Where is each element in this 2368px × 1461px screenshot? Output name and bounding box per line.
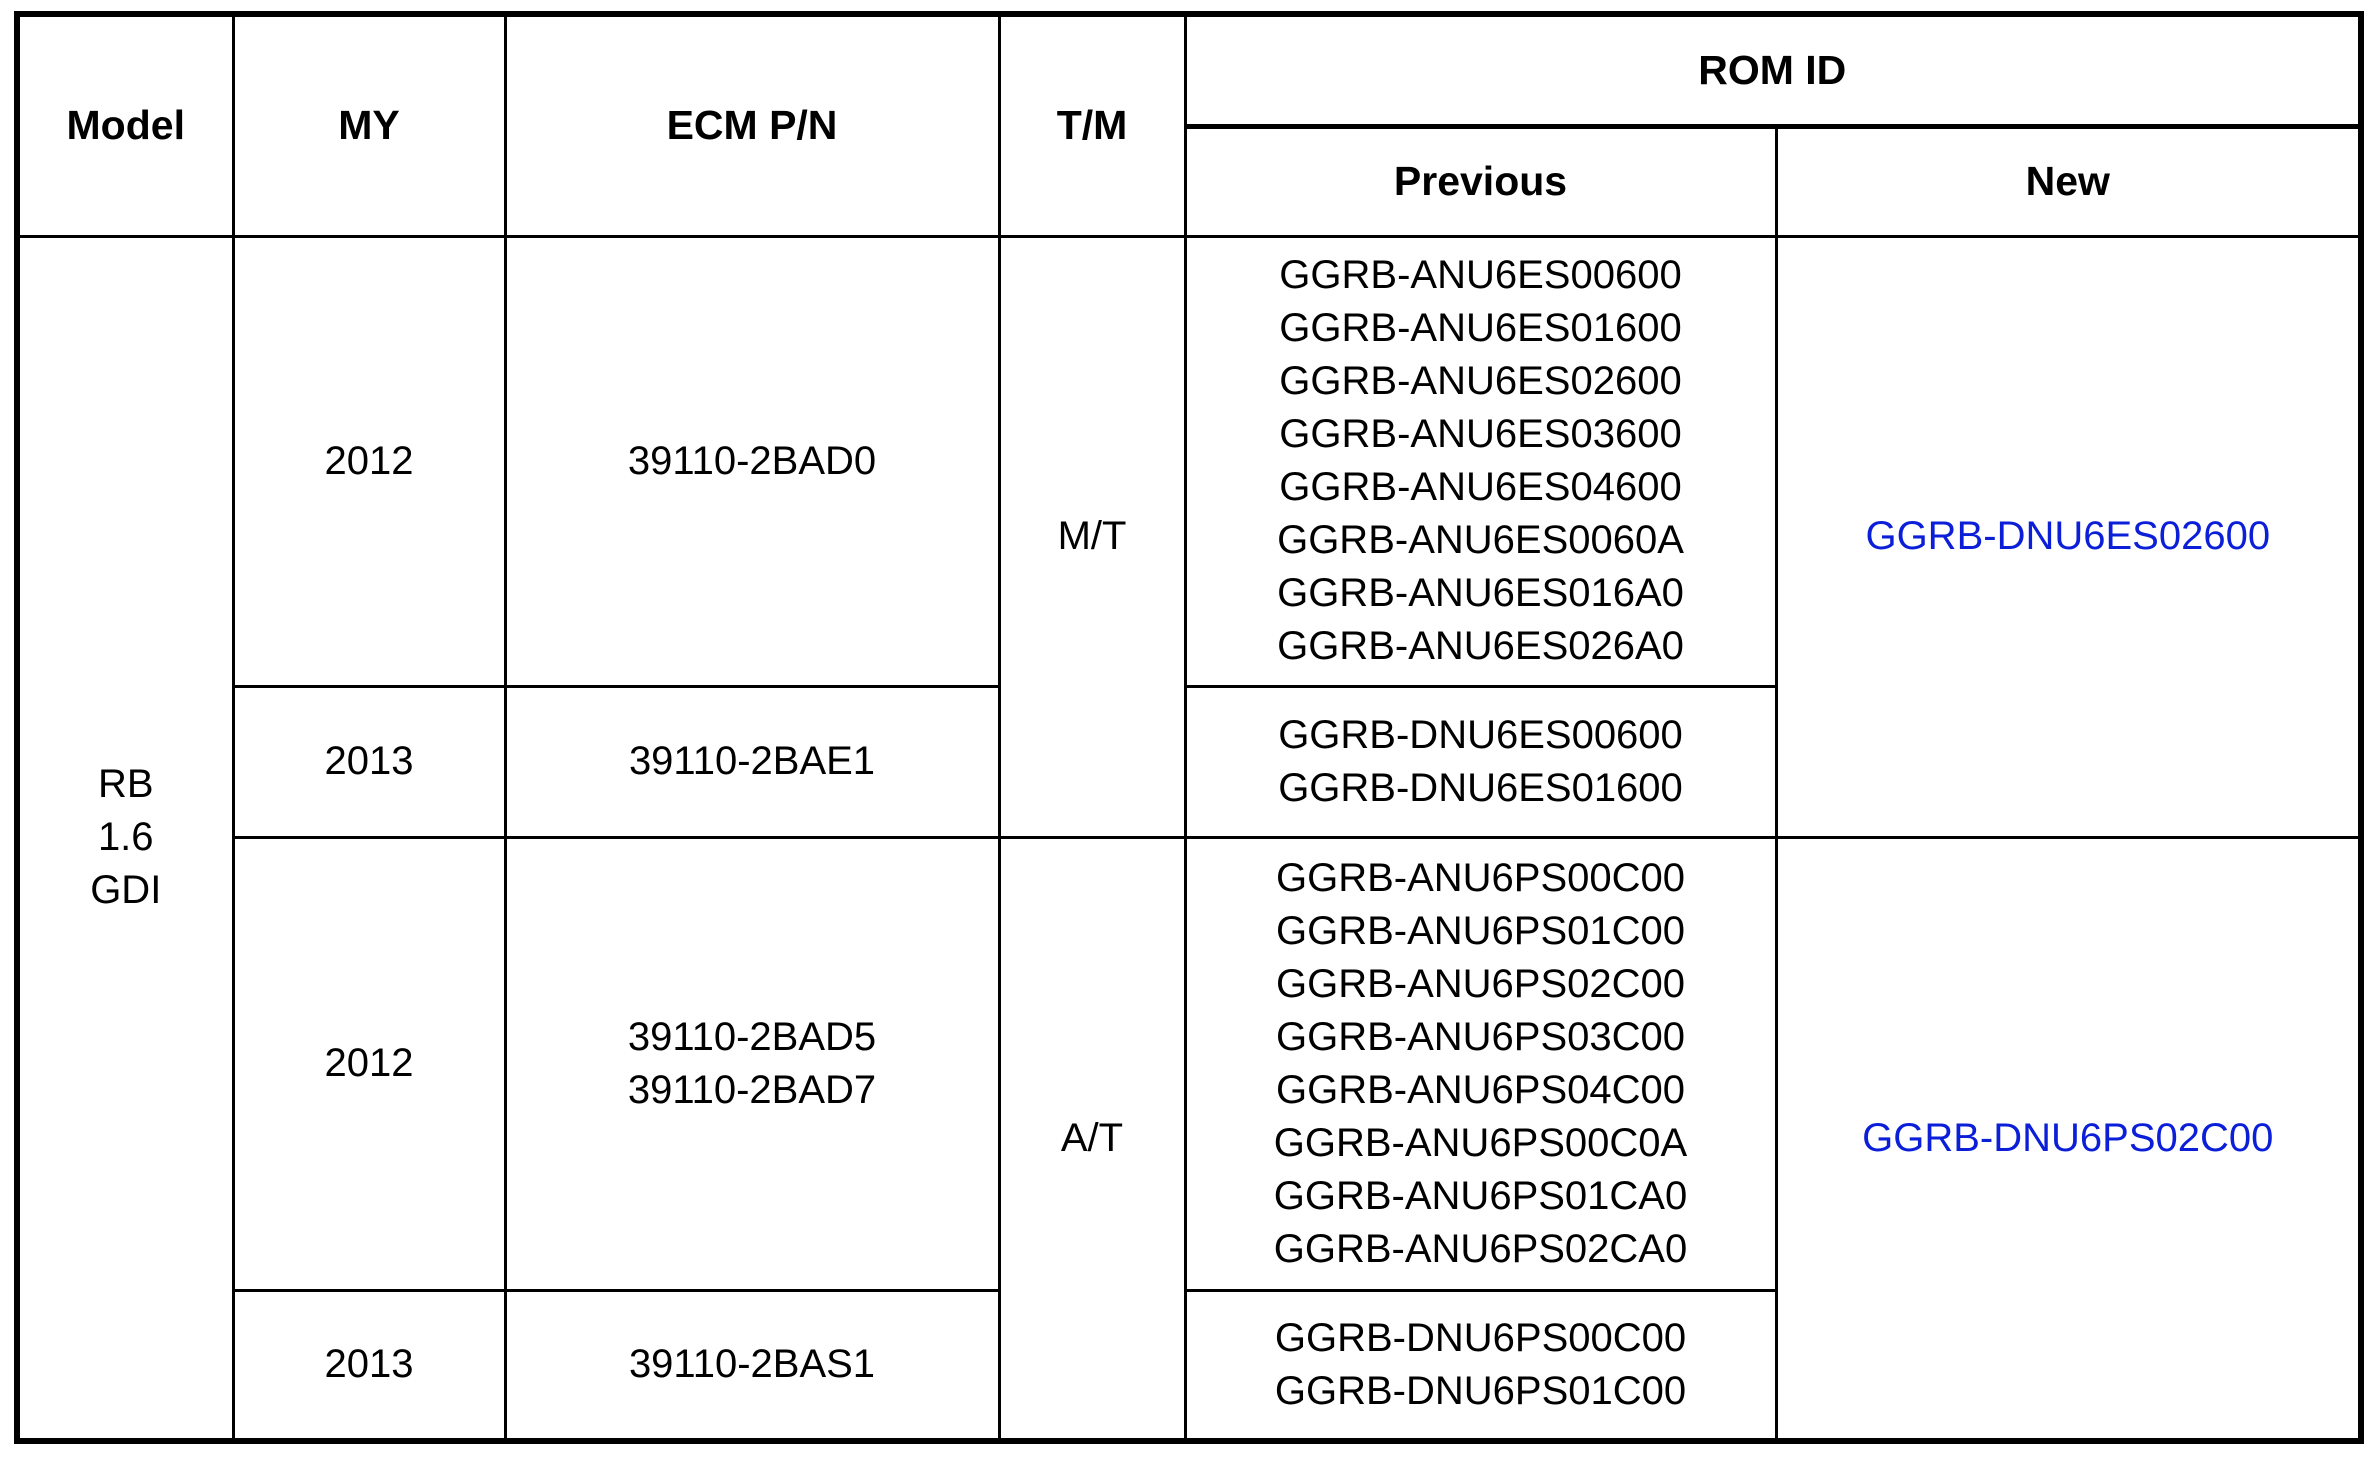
previous-rom-id: GGRB-ANU6ES00600 bbox=[1279, 253, 1682, 297]
previous-rom-id: GGRB-ANU6PS01C00 bbox=[1275, 908, 1686, 953]
previous-rom-id: GGRB-ANU6PS00C00 bbox=[1275, 855, 1686, 900]
rom-id-table bbox=[14, 11, 2364, 1444]
previous-rom-id: GGRB-DNU6PS00C00 bbox=[1274, 1315, 1687, 1360]
previous-rom-id: GGRB-ANU6PS04C00 bbox=[1275, 1067, 1686, 1112]
model-cell bbox=[17, 236, 233, 1441]
header-my: MY bbox=[233, 14, 505, 236]
previous-rom-cell bbox=[1185, 686, 1776, 837]
my-cell: 2012 bbox=[233, 236, 505, 686]
my-cell: 2012 bbox=[233, 837, 505, 1290]
my-cell: 2013 bbox=[233, 686, 505, 837]
model-line: GDI bbox=[90, 868, 162, 913]
ecm-pn-cell bbox=[505, 1290, 999, 1441]
previous-rom-id: GGRB-ANU6ES026A0 bbox=[1277, 624, 1684, 668]
header-ecm-pn: ECM P/N bbox=[505, 14, 999, 236]
tm-cell: M/T bbox=[999, 236, 1185, 837]
table-header bbox=[17, 14, 2361, 236]
header-rom-id: ROM ID bbox=[1185, 14, 2361, 126]
header-tm: T/M bbox=[999, 14, 1185, 236]
ecm-pn-cell bbox=[505, 236, 999, 686]
new-rom-cell: GGRB-DNU6ES02600 bbox=[1776, 236, 2361, 837]
header-previous: Previous bbox=[1185, 126, 1776, 236]
previous-rom-id: GGRB-ANU6ES0060A bbox=[1277, 518, 1684, 562]
ecm-pn-cell bbox=[505, 837, 999, 1290]
tm-cell: A/T bbox=[999, 837, 1185, 1441]
previous-rom-id: GGRB-DNU6ES00600 bbox=[1278, 712, 1683, 757]
table-body bbox=[17, 236, 2361, 1441]
previous-rom-id: GGRB-ANU6ES02600 bbox=[1279, 359, 1682, 403]
new-rom-cell: GGRB-DNU6PS02C00 bbox=[1776, 837, 2361, 1441]
ecm-pn: 39110-2BAD0 bbox=[627, 438, 877, 483]
table-row bbox=[17, 236, 2361, 686]
previous-rom-id: GGRB-ANU6ES04600 bbox=[1279, 465, 1682, 509]
previous-rom-id: GGRB-ANU6PS03C00 bbox=[1275, 1014, 1686, 1059]
previous-rom-cell bbox=[1185, 837, 1776, 1290]
previous-rom-id: GGRB-DNU6PS01C00 bbox=[1274, 1368, 1687, 1413]
ecm-pn: 39110-2BAE1 bbox=[628, 739, 876, 783]
previous-rom-id: GGRB-ANU6PS02C00 bbox=[1275, 961, 1686, 1006]
table-row bbox=[17, 837, 2361, 1290]
ecm-pn-cell bbox=[505, 686, 999, 837]
previous-rom-id: GGRB-ANU6ES01600 bbox=[1279, 306, 1682, 350]
previous-rom-cell bbox=[1185, 1290, 1776, 1441]
previous-rom-id: GGRB-ANU6ES03600 bbox=[1279, 412, 1682, 456]
model-line: RB bbox=[97, 762, 154, 807]
previous-rom-cell bbox=[1185, 236, 1776, 686]
header-new: New bbox=[1776, 126, 2361, 236]
my-cell: 2013 bbox=[233, 1290, 505, 1441]
ecm-pn: 39110-2BAD5 bbox=[627, 1014, 877, 1059]
previous-rom-id: GGRB-DNU6ES01600 bbox=[1278, 765, 1683, 810]
previous-rom-id: GGRB-ANU6PS01CA0 bbox=[1273, 1173, 1688, 1218]
previous-rom-id: GGRB-ANU6PS00C0A bbox=[1273, 1120, 1688, 1165]
header-model: Model bbox=[17, 14, 233, 236]
model-line: 1.6 bbox=[97, 815, 154, 860]
previous-rom-id: GGRB-ANU6PS02CA0 bbox=[1273, 1226, 1688, 1271]
ecm-pn: 39110-2BAD7 bbox=[627, 1067, 877, 1112]
ecm-pn: 39110-2BAS1 bbox=[628, 1342, 876, 1387]
previous-rom-id: GGRB-ANU6ES016A0 bbox=[1277, 571, 1684, 615]
